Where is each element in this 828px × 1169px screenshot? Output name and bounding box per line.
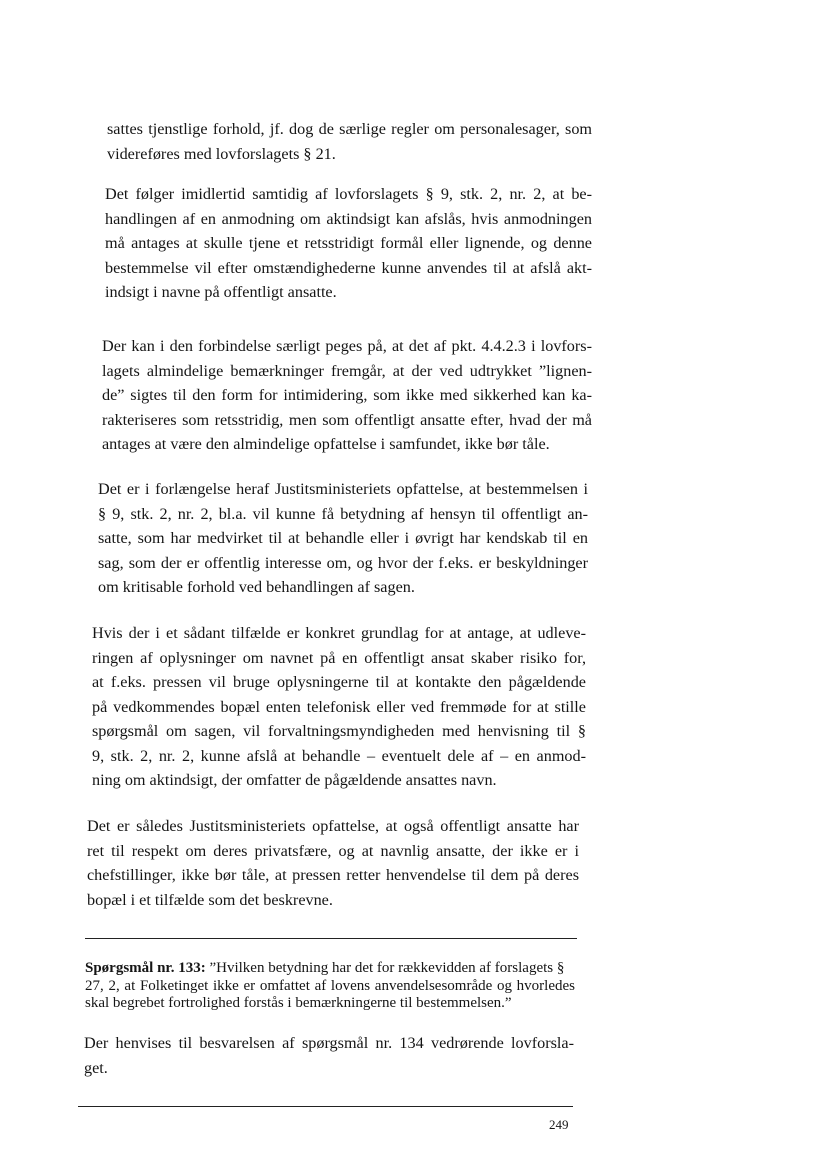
text-line: indsigt i navne på offentligt ansatte. xyxy=(105,283,337,301)
text-line: § 9, stk. 2, nr. 2, bl.a. vil kunne få betydning af hensyn til offentligt an- xyxy=(98,504,588,523)
text-line: bestemmelse vil efter omstændighederne kunne anvendes til at afslå akt- xyxy=(105,258,592,277)
text-line: lagets almindelige bemærkninger fremgår, at der ved udtrykket ”lignen- xyxy=(102,361,592,380)
text-line: sag, som der er offentlig interesse om, og hvor der f.eks. er beskyldninger xyxy=(98,553,588,572)
paragraph-3 xyxy=(102,334,592,457)
text-line: Der kan i den forbindelse særligt peges på, at det af pkt. 4.4.2.3 i lovfors- xyxy=(102,337,592,355)
paragraph-6 xyxy=(87,814,579,912)
text-line: på vedkommendes bopæl enten telefonisk eller ved fremmøde for at stille xyxy=(92,697,586,716)
paragraph-4 xyxy=(98,477,588,600)
page-number: 249 xyxy=(549,1117,569,1132)
answer-paragraph xyxy=(84,1031,574,1080)
text-line: handlingen af en anmodning om aktindsigt kan afslås, hvis anmodningen xyxy=(105,209,592,228)
question-label: Spørgsmål nr. 133: xyxy=(85,960,206,976)
text-line: Det er således Justitsministeriets opfattelse, at også offentligt ansatte har xyxy=(87,817,579,835)
text-line: de” sigtes til den form for intimidering, som ikke med sikkerhed kan ka- xyxy=(102,386,592,404)
footer-rule xyxy=(78,1106,573,1107)
question-text: ”Hvilken betydning har det for rækkevidden af forslagets § xyxy=(205,960,565,976)
text-line: ret til respekt om deres privatsfære, og at navnlig ansatte, der ikke er i xyxy=(87,841,579,860)
text-line: at f.eks. pressen vil bruge oplysningerne til at kontakte den pågældende xyxy=(92,673,586,691)
paragraph-1 xyxy=(107,117,592,166)
text-line: get. xyxy=(84,1058,108,1077)
text-line: bopæl i et tilfælde som det beskrevne. xyxy=(87,890,333,909)
text-line: Det er i forlængelse heraf Justitsministeriets opfattelse, at bestemmelsen i xyxy=(98,480,588,498)
text-line: antages at være den almindelige opfattelse i samfundet, ikke bør tåle. xyxy=(102,435,550,453)
text-line: sattes tjenstlige forhold, jf. dog de særlige regler om personalesager, som xyxy=(107,120,592,138)
text-line: Det følger imidlertid samtidig af lovforslagets § 9, stk. 2, nr. 2, at be- xyxy=(105,185,592,203)
text-line: Der henvises til besvarelsen af spørgsmål nr. 134 vedrørende lovforsla- xyxy=(84,1034,574,1052)
text-line: 9, stk. 2, nr. 2, kunne afslå at behandle – eventuelt dele af – en anmod- xyxy=(92,746,586,765)
text-line: spørgsmål om sagen, vil forvaltningsmyndigheden med henvisning til § xyxy=(92,722,586,740)
text-line: chefstillinger, ikke bør tåle, at pressen retter henvendelse til dem på deres xyxy=(87,866,579,884)
question-line xyxy=(85,960,575,978)
text-line: ringen af oplysninger om navnet på en offentligt ansat skaber risiko for, xyxy=(92,648,586,667)
question-line: skal begrebet fortrolighed forstås i bemærkningerne til bestemmelsen.” xyxy=(85,995,512,1011)
paragraph-5 xyxy=(92,621,586,793)
text-line: satte, som har medvirket til at behandle eller i øvrigt har kendskab til en xyxy=(98,529,588,547)
text-line: om kritisable forhold ved behandlingen af sagen. xyxy=(98,578,415,596)
text-line: må antages at skulle tjene et retsstridigt formål eller lignende, og denne xyxy=(105,234,592,252)
question-block xyxy=(85,960,575,1013)
text-line: rakteriseres som retsstridig, men som offentligt ansatte efter, hvad der må xyxy=(102,410,592,429)
text-line: ning om aktindsigt, der omfatter de pågældende ansattes navn. xyxy=(92,771,497,789)
text-line: videreføres med lovforslagets § 21. xyxy=(107,144,336,163)
paragraph-2 xyxy=(105,182,592,305)
section-divider xyxy=(85,938,577,939)
text-line: Hvis der i et sådant tilfælde er konkret grundlag for at antage, at udleve- xyxy=(92,624,586,642)
question-line: 27, 2, at Folketinget ikke er omfattet af lovens anvendelsesområde og hvorledes xyxy=(85,977,575,994)
